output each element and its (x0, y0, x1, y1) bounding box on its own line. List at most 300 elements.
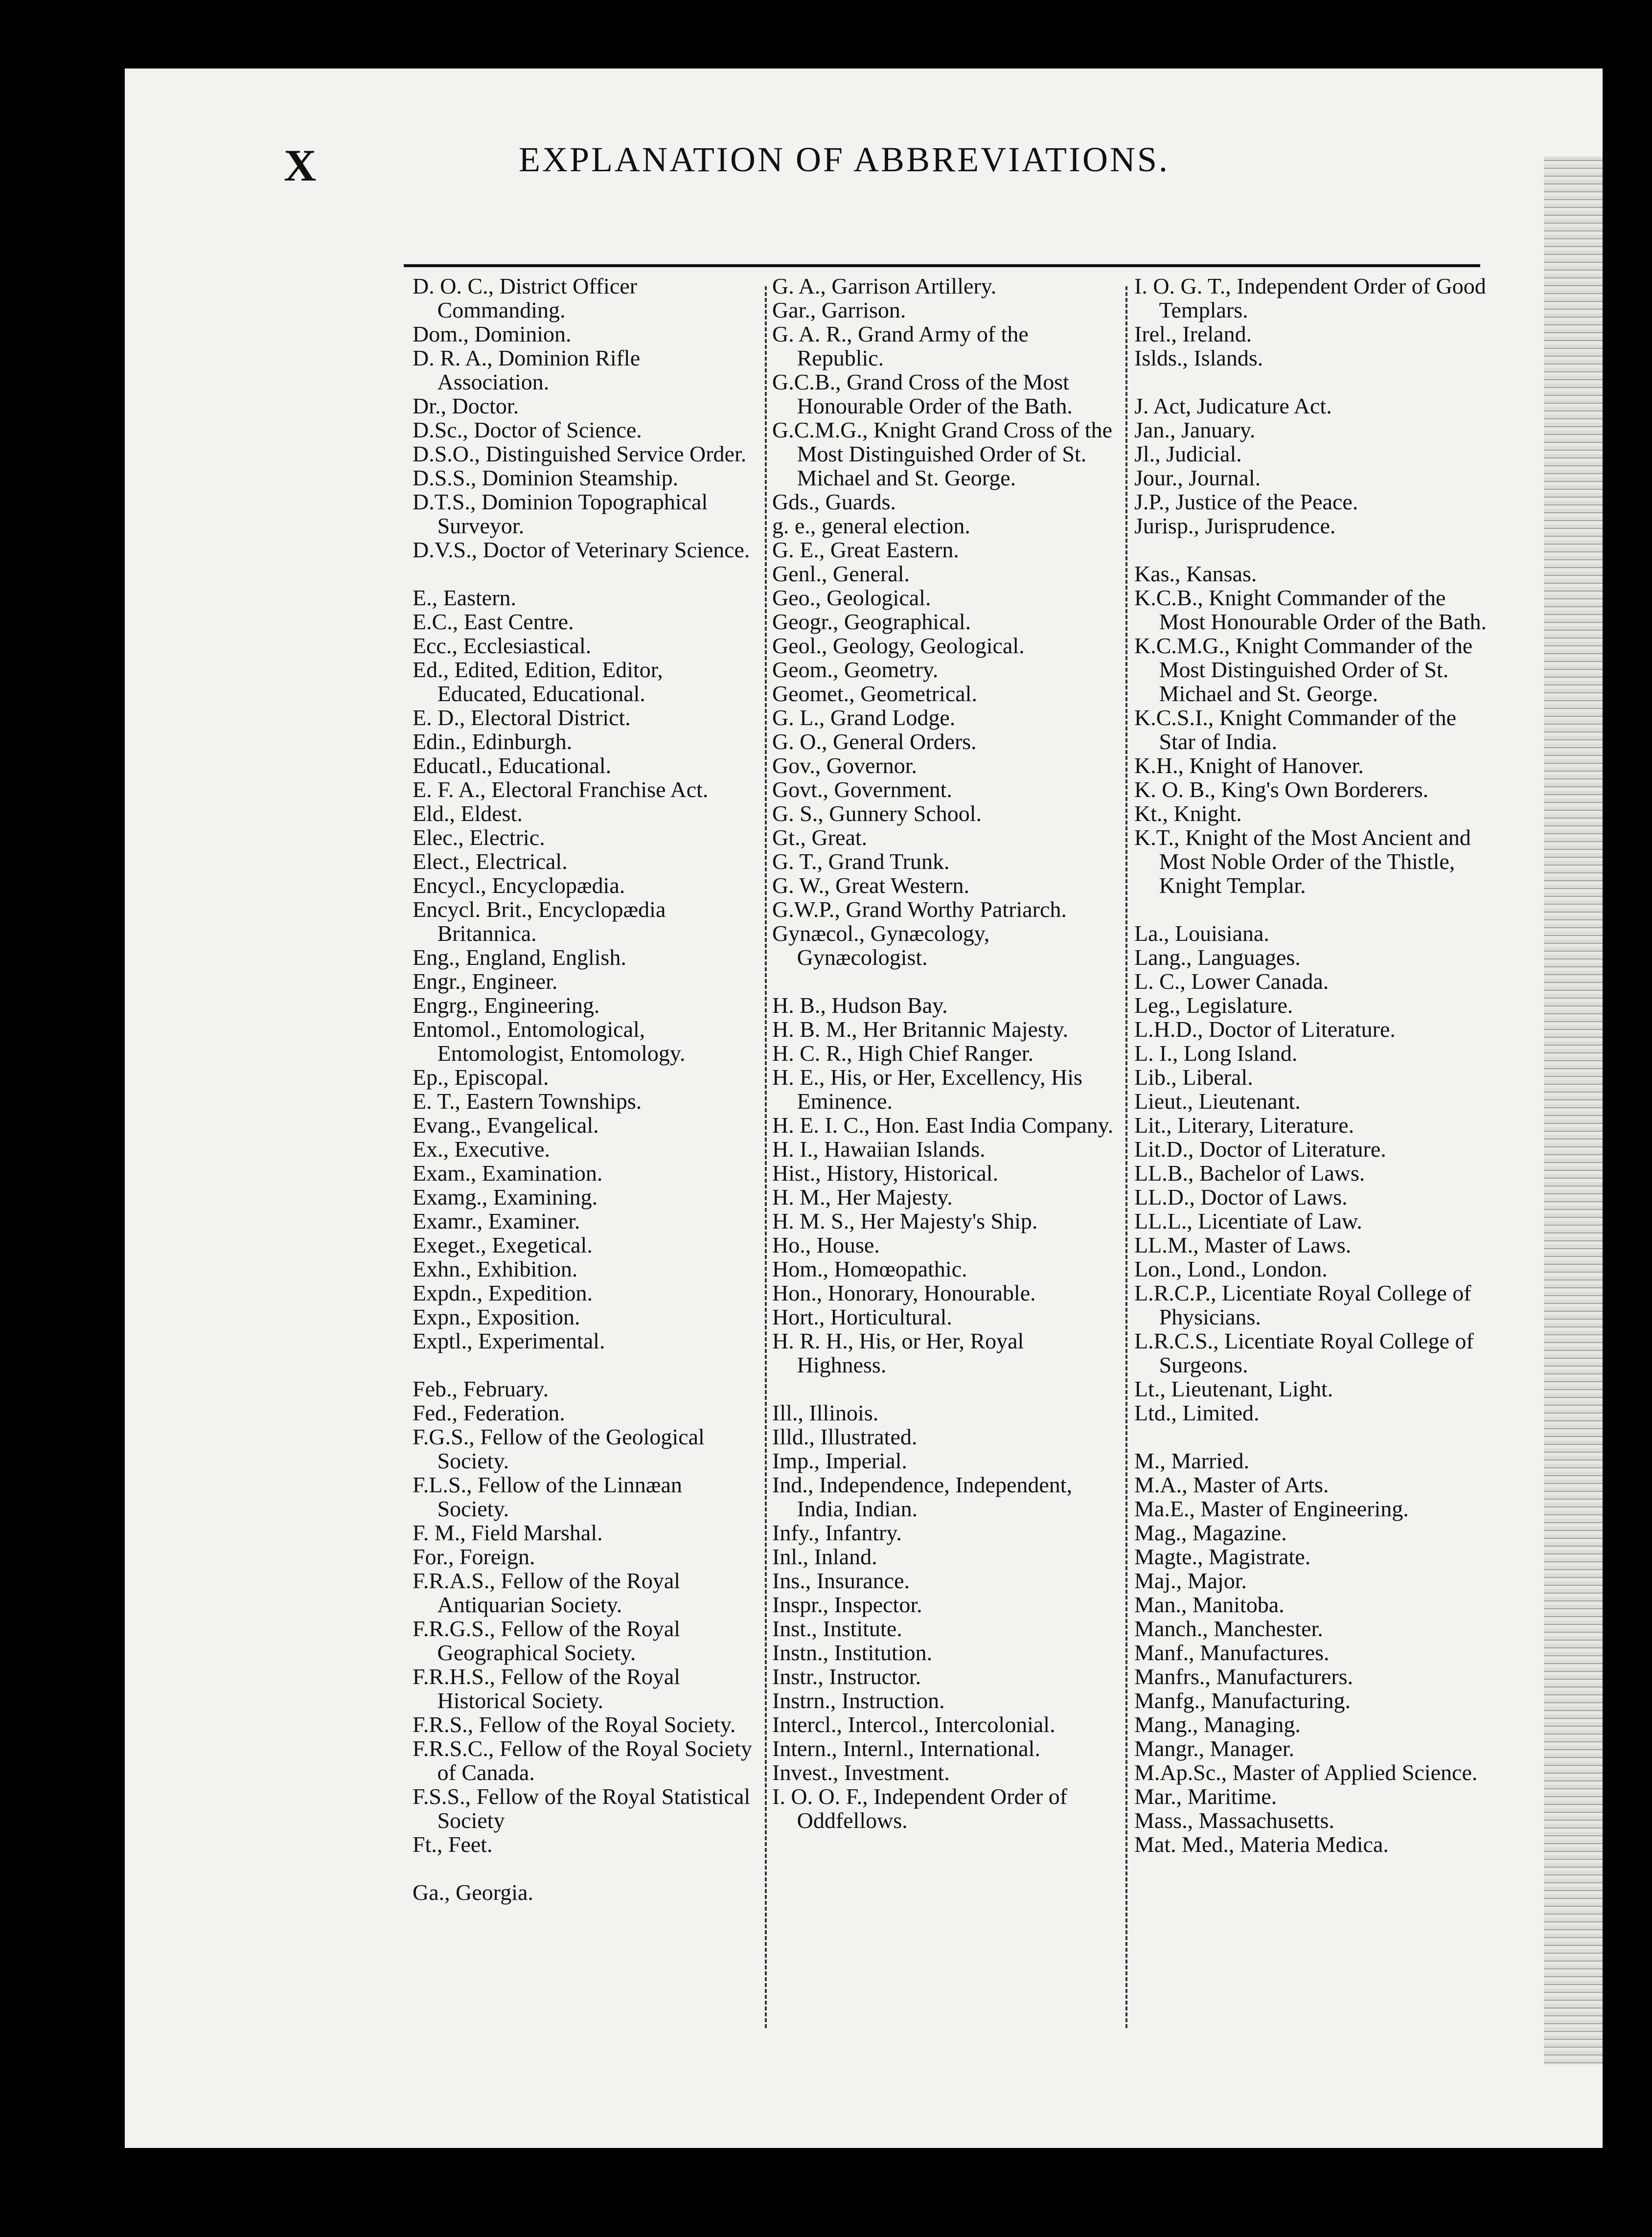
section-gap (1134, 538, 1487, 562)
abbreviation-entry (772, 1473, 1115, 1521)
abbreviation-text: D.S.O., Distinguished Service Order. (413, 441, 747, 466)
abbreviation-text: H. I., Hawaiian Islands. (772, 1137, 986, 1162)
abbreviation-entry (1134, 418, 1487, 442)
abbreviation-entry (772, 1617, 1115, 1641)
abbreviation-entry (772, 1401, 1115, 1425)
abbreviation-entry (1134, 1401, 1487, 1425)
abbreviation-text: Ft., Feet. (413, 1832, 493, 1857)
abbreviation-text: F.R.S.C., Fellow of the Royal Society of Canada. (413, 1736, 752, 1785)
page-title: EXPLANATION OF ABBREVIATIONS. (519, 140, 1170, 179)
abbreviation-entry (1134, 1257, 1487, 1281)
abbreviation-entry (413, 969, 755, 993)
abbreviation-text: Exam., Examination. (413, 1161, 603, 1186)
abbreviation-entry (772, 538, 1115, 562)
abbreviation-text: M., Married. (1134, 1448, 1250, 1473)
abbreviation-text: Engr., Engineer. (413, 969, 558, 994)
abbreviation-text: K.C.M.G., Knight Commander of the Most Distinguished Order of St. Michael and St. George. (1134, 633, 1473, 706)
abbreviation-text: Gds., Guards. (772, 489, 896, 514)
abbreviation-entry (1134, 1017, 1487, 1041)
abbreviation-text: Illd., Illustrated. (772, 1424, 918, 1449)
abbreviation-text: Hom., Homœopathic. (772, 1256, 967, 1281)
abbreviation-text: La., Louisiana. (1134, 921, 1269, 946)
abbreviation-text: Inl., Inland. (772, 1544, 877, 1569)
abbreviation-entry (772, 298, 1115, 322)
abbreviation-entry (413, 1257, 755, 1281)
abbreviation-text: K.H., Knight of Hanover. (1134, 753, 1364, 778)
abbreviation-entry (772, 1665, 1115, 1689)
abbreviation-text: Fed., Federation. (413, 1400, 565, 1425)
abbreviation-entry (1134, 969, 1487, 993)
abbreviation-entry (413, 586, 755, 610)
abbreviation-entry (1134, 514, 1487, 538)
abbreviation-entry (413, 1401, 755, 1425)
abbreviation-text: Mang., Managing. (1134, 1712, 1301, 1737)
abbreviation-entry (413, 1832, 755, 1856)
abbreviation-entry (1134, 1377, 1487, 1401)
abbreviation-entry (772, 1712, 1115, 1736)
abbreviation-entry (772, 514, 1115, 538)
abbreviation-text: H. B. M., Her Britannic Majesty. (772, 1017, 1069, 1042)
abbreviation-entry (413, 1617, 755, 1665)
abbreviation-text: Feb., February. (413, 1376, 549, 1401)
abbreviation-text: Mag., Magazine. (1134, 1520, 1287, 1545)
abbreviation-entry (413, 1521, 755, 1545)
abbreviation-entry (413, 1880, 755, 1904)
abbreviation-text: Govt., Government. (772, 777, 952, 802)
abbreviation-text: Jan., January. (1134, 417, 1256, 442)
abbreviation-text: G. A., Garrison Artillery. (772, 274, 997, 298)
abbreviation-text: J. Act, Judicature Act. (1134, 393, 1332, 418)
abbreviation-entry (1134, 1449, 1487, 1473)
abbreviation-text: Exptl., Experimental. (413, 1328, 605, 1353)
abbreviation-text: G. O., General Orders. (772, 729, 977, 754)
abbreviation-text: LL.B., Bachelor of Laws. (1134, 1161, 1365, 1186)
section-gap (1134, 897, 1487, 921)
abbreviation-entry (1134, 921, 1487, 945)
abbreviation-text: G.C.B., Grand Cross of the Most Honourable Order of the Bath. (772, 369, 1073, 418)
abbreviation-entry (413, 1089, 755, 1113)
abbreviation-text: Manch., Manchester. (1134, 1616, 1323, 1641)
abbreviation-entry (413, 801, 755, 825)
abbreviation-text: H. M. S., Her Majesty's Ship. (772, 1209, 1038, 1233)
abbreviation-entry (1134, 753, 1487, 777)
abbreviation-text: E.C., East Centre. (413, 609, 574, 634)
abbreviation-text: J.P., Justice of the Peace. (1134, 489, 1358, 514)
abbreviation-entry (1134, 346, 1487, 370)
abbreviation-entry (772, 1161, 1115, 1185)
abbreviation-text: D. R. A., Dominion Rifle Association. (413, 345, 641, 394)
abbreviation-entry (772, 730, 1115, 753)
section-gap (1134, 1425, 1487, 1449)
abbreviation-text: E., Eastern. (413, 585, 517, 610)
abbreviation-text: Gt., Great. (772, 825, 868, 850)
abbreviation-text: G. A. R., Grand Army of the Republic. (772, 321, 1029, 370)
abbreviation-entry (413, 1137, 755, 1161)
abbreviation-text: F.R.H.S., Fellow of the Royal Historical Society. (413, 1664, 681, 1713)
abbreviation-text: I. O. G. T., Independent Order of Good Templars. (1134, 274, 1486, 322)
abbreviation-text: M.Ap.Sc., Master of Applied Science. (1134, 1760, 1478, 1785)
abbreviation-text: Lit., Literary, Literature. (1134, 1113, 1354, 1138)
abbreviation-entry (772, 897, 1115, 921)
abbreviation-text: Ed., Edited, Edition, Editor, Educated, Educational. (413, 657, 663, 706)
abbreviation-entry (413, 346, 755, 394)
abbreviation-text: Lon., Lond., London. (1134, 1256, 1328, 1281)
abbreviation-entry (1134, 1760, 1487, 1784)
abbreviation-entry (1134, 490, 1487, 514)
abbreviation-text: F.R.S., Fellow of the Royal Society. (413, 1712, 736, 1737)
abbreviation-text: Elect., Electrical. (413, 849, 568, 874)
abbreviation-entry (772, 1329, 1115, 1377)
abbreviation-text: M.A., Master of Arts. (1134, 1472, 1329, 1497)
abbreviation-text: D.V.S., Doctor of Veterinary Science. (413, 537, 750, 562)
abbreviation-entry (1134, 322, 1487, 346)
abbreviation-entry (772, 801, 1115, 825)
abbreviation-text: D.T.S., Dominion Topographical Surveyor. (413, 489, 708, 538)
abbreviation-text: Imp., Imperial. (772, 1448, 907, 1473)
abbreviation-text: LL.D., Doctor of Laws. (1134, 1185, 1348, 1210)
abbreviation-text: E. F. A., Electoral Franchise Act. (413, 777, 709, 802)
abbreviation-entry (1134, 1497, 1487, 1521)
abbreviation-entry (1134, 394, 1487, 418)
abbreviation-entry (772, 993, 1115, 1017)
abbreviation-text: Geomet., Geometrical. (772, 681, 977, 706)
abbreviation-text: Ind., Independence, Independent, India, Indian. (772, 1472, 1073, 1521)
section-gap (413, 1856, 755, 1880)
abbreviation-entry (772, 1113, 1115, 1137)
abbreviation-entry (413, 1736, 755, 1784)
abbreviation-text: Magte., Magistrate. (1134, 1544, 1311, 1569)
abbreviation-text: Jour., Journal. (1134, 465, 1261, 490)
abbreviation-entry (1134, 1473, 1487, 1497)
abbreviation-text: Lt., Lieutenant, Light. (1134, 1376, 1333, 1401)
abbreviation-entry (1134, 825, 1487, 897)
abbreviation-text: Entomol., Entomological, Entomologist, Entomology. (413, 1017, 686, 1066)
abbreviation-text: H. M., Her Majesty. (772, 1185, 953, 1210)
abbreviation-entry (1134, 1784, 1487, 1808)
abbreviation-text: Kt., Knight. (1134, 801, 1242, 826)
abbreviation-entry (772, 274, 1115, 298)
abbreviation-entry (1134, 274, 1487, 322)
abbreviation-text: F.G.S., Fellow of the Geological Society. (413, 1424, 705, 1473)
page-header (284, 139, 1287, 203)
abbreviation-text: Ma.E., Master of Engineering. (1134, 1496, 1409, 1521)
abbreviation-text: G.W.P., Grand Worthy Patriarch. (772, 897, 1067, 922)
abbreviation-text: LL.M., Master of Laws. (1134, 1233, 1352, 1257)
abbreviation-entry (1134, 706, 1487, 753)
abbreviation-entry (1134, 1736, 1487, 1760)
abbreviation-text: G. E., Great Eastern. (772, 537, 959, 562)
abbreviation-text: Encycl., Encyclopædia. (413, 873, 625, 898)
abbreviation-text: L.R.C.P., Licentiate Royal College of Physicians. (1134, 1280, 1471, 1329)
abbreviation-entry (413, 1281, 755, 1305)
abbreviation-entry (413, 730, 755, 753)
abbreviation-entry (413, 418, 755, 442)
abbreviation-text: Instrn., Instruction. (772, 1688, 945, 1713)
abbreviation-entry (413, 897, 755, 945)
abbreviation-entry (413, 1065, 755, 1089)
column-divider (765, 286, 767, 2028)
abbreviation-text: Leg., Legislature. (1134, 993, 1293, 1018)
abbreviation-entry (1134, 1281, 1487, 1329)
abbreviation-text: Mat. Med., Materia Medica. (1134, 1832, 1389, 1857)
abbreviation-entry (772, 1593, 1115, 1617)
abbreviation-text: Man., Manitoba. (1134, 1592, 1285, 1617)
abbreviation-entry (772, 1065, 1115, 1113)
abbreviation-text: L.H.D., Doctor of Literature. (1134, 1017, 1396, 1042)
abbreviation-text: Expdn., Expedition. (413, 1280, 593, 1305)
abbreviation-entry (772, 1305, 1115, 1329)
abbreviation-entry (413, 1545, 755, 1569)
abbreviation-text: D.Sc., Doctor of Science. (413, 417, 642, 442)
abbreviation-text: Dom., Dominion. (413, 321, 572, 346)
header-rule (404, 264, 1480, 267)
abbreviation-text: H. C. R., High Chief Ranger. (772, 1041, 1034, 1066)
section-gap (413, 562, 755, 586)
section-gap (772, 1377, 1115, 1401)
abbreviation-entry (772, 322, 1115, 370)
abbreviation-text: Ep., Episcopal. (413, 1065, 549, 1090)
abbreviation-text: Intern., Internl., International. (772, 1736, 1040, 1761)
abbreviation-entry (772, 562, 1115, 586)
abbreviation-entry (1134, 993, 1487, 1017)
abbreviation-entry (413, 1425, 755, 1473)
abbreviation-entry (1134, 1161, 1487, 1185)
abbreviation-entry (772, 1784, 1115, 1832)
abbreviation-text: Intercl., Intercol., Intercolonial. (772, 1712, 1055, 1737)
abbreviation-entry (772, 658, 1115, 682)
abbreviation-text: G. S., Gunnery School. (772, 801, 982, 826)
abbreviation-text: Kas., Kansas. (1134, 561, 1257, 586)
abbreviation-text: Islds., Islands. (1134, 345, 1263, 370)
abbreviation-text: Evang., Evangelical. (413, 1113, 599, 1138)
abbreviation-entry (413, 1233, 755, 1257)
abbreviation-text: Exhn., Exhibition. (413, 1256, 578, 1281)
abbreviation-entry (772, 873, 1115, 897)
abbreviation-entry (1134, 1089, 1487, 1113)
abbreviation-entry (1134, 801, 1487, 825)
section-gap (772, 969, 1115, 993)
abbreviation-entry (772, 1137, 1115, 1161)
abbreviation-entry (1134, 1185, 1487, 1209)
abbreviation-entry (772, 586, 1115, 610)
abbreviation-text: L. C., Lower Canada. (1134, 969, 1329, 994)
abbreviation-text: Lang., Languages. (1134, 945, 1301, 970)
abbreviation-text: Manf., Manufactures. (1134, 1640, 1330, 1665)
abbreviation-entry (1134, 634, 1487, 706)
abbreviation-text: Instr., Instructor. (772, 1664, 921, 1689)
abbreviation-text: Hist., History, Historical. (772, 1161, 999, 1186)
abbreviation-text: Geom., Geometry. (772, 657, 939, 682)
abbreviation-entry (413, 274, 755, 322)
abbreviation-text: Exeget., Exegetical. (413, 1233, 593, 1257)
abbreviation-entry (413, 466, 755, 490)
abbreviation-text: G.C.M.G., Knight Grand Cross of the Most Distinguished Order of St. Michael and St. George. (772, 417, 1113, 490)
section-gap (1134, 370, 1487, 394)
abbreviation-entry (1134, 1832, 1487, 1856)
abbreviation-text: L.R.C.S., Licentiate Royal College of Surgeons. (1134, 1328, 1474, 1377)
abbreviation-column-3 (1134, 274, 1487, 1856)
abbreviation-column-1 (413, 274, 755, 1904)
abbreviation-text: g. e., general election. (772, 513, 970, 538)
abbreviation-text: Dr., Doctor. (413, 393, 519, 418)
abbreviation-text: K.C.B., Knight Commander of the Most Honourable Order of the Bath. (1134, 585, 1487, 634)
abbreviation-entry (772, 1233, 1115, 1257)
abbreviation-text: Elec., Electric. (413, 825, 545, 850)
abbreviation-entry (413, 825, 755, 849)
abbreviation-entry (413, 1185, 755, 1209)
abbreviation-entry (1134, 945, 1487, 969)
abbreviation-text: F.R.A.S., Fellow of the Royal Antiquarian Society. (413, 1568, 681, 1617)
abbreviation-text: H. E., His, or Her, Excellency, His Eminence. (772, 1065, 1082, 1114)
abbreviation-entry (772, 1545, 1115, 1569)
abbreviation-entry (1134, 1593, 1487, 1617)
abbreviation-entry (413, 1377, 755, 1401)
abbreviation-entry (413, 658, 755, 706)
abbreviation-entry (413, 873, 755, 897)
abbreviation-entry (1134, 1617, 1487, 1641)
abbreviation-entry (413, 993, 755, 1017)
abbreviation-entry (772, 1017, 1115, 1041)
abbreviation-entry (772, 1641, 1115, 1665)
abbreviation-entry (772, 849, 1115, 873)
abbreviation-text: Examg., Examining. (413, 1185, 598, 1210)
abbreviation-text: Gynæcol., Gynæcology, Gynæcologist. (772, 921, 990, 970)
abbreviation-entry (1134, 1209, 1487, 1233)
abbreviation-entry (772, 610, 1115, 634)
abbreviation-entry (1134, 562, 1487, 586)
abbreviation-entry (772, 1521, 1115, 1545)
abbreviation-entry (772, 490, 1115, 514)
abbreviation-entry (1134, 1808, 1487, 1832)
abbreviation-entry (772, 1449, 1115, 1473)
abbreviation-entry (413, 1665, 755, 1712)
abbreviation-text: K.C.S.I., Knight Commander of the Star of India. (1134, 705, 1456, 754)
abbreviation-text: F.L.S., Fellow of the Linnæan Society. (413, 1472, 682, 1521)
abbreviation-text: G. W., Great Western. (772, 873, 969, 898)
abbreviation-text: Examr., Examiner. (413, 1209, 580, 1233)
abbreviation-text: Eld., Eldest. (413, 801, 523, 826)
abbreviation-text: F.S.S., Fellow of the Royal Statistical Society (413, 1784, 751, 1833)
abbreviation-entry (1134, 1545, 1487, 1569)
abbreviation-entry (772, 634, 1115, 658)
abbreviation-entry (772, 1257, 1115, 1281)
abbreviation-text: Geo., Geological. (772, 585, 931, 610)
abbreviation-text: Genl., General. (772, 561, 910, 586)
abbreviation-text: H. R. H., His, or Her, Royal Highness. (772, 1328, 1024, 1377)
abbreviation-text: I. O. O. F., Independent Order of Oddfellows. (772, 1784, 1068, 1833)
abbreviation-entry (413, 442, 755, 466)
abbreviation-entry (413, 1161, 755, 1185)
abbreviation-text: L. I., Long Island. (1134, 1041, 1298, 1066)
abbreviation-text: Manfg., Manufacturing. (1134, 1688, 1351, 1713)
abbreviation-entry (1134, 1641, 1487, 1665)
abbreviation-entry (413, 538, 755, 562)
abbreviation-text: Geogr., Geographical. (772, 609, 971, 634)
abbreviation-entry (413, 706, 755, 730)
abbreviation-entry (1134, 586, 1487, 634)
abbreviation-entry (1134, 1065, 1487, 1089)
abbreviation-entry (1134, 442, 1487, 466)
abbreviation-text: LL.L., Licentiate of Law. (1134, 1209, 1362, 1233)
abbreviation-entry (413, 1784, 755, 1832)
abbreviation-entry (413, 1209, 755, 1233)
abbreviation-text: Irel., Ireland. (1134, 321, 1252, 346)
abbreviation-entry (413, 1712, 755, 1736)
abbreviation-text: Educatl., Educational. (413, 753, 612, 778)
abbreviation-text: Ltd., Limited. (1134, 1400, 1260, 1425)
abbreviation-text: Mar., Maritime. (1134, 1784, 1277, 1809)
abbreviation-entry (413, 610, 755, 634)
abbreviation-entry (413, 394, 755, 418)
abbreviation-text: H. B., Hudson Bay. (772, 993, 948, 1018)
abbreviation-text: E. T., Eastern Townships. (413, 1089, 642, 1114)
abbreviation-text: G. T., Grand Trunk. (772, 849, 950, 874)
abbreviation-text: Ho., House. (772, 1233, 880, 1257)
abbreviation-text: K. O. B., King's Own Borderers. (1134, 777, 1429, 802)
abbreviation-text: Gar., Garrison. (772, 297, 906, 322)
abbreviation-entry (772, 418, 1115, 490)
abbreviation-entry (772, 1041, 1115, 1065)
abbreviation-text: Instn., Institution. (772, 1640, 933, 1665)
abbreviation-text: Jl., Judicial. (1134, 441, 1242, 466)
abbreviation-entry (413, 1305, 755, 1329)
abbreviation-text: Ga., Georgia. (413, 1880, 533, 1905)
abbreviation-text: Invest., Investment. (772, 1760, 950, 1785)
abbreviation-text: Gov., Governor. (772, 753, 917, 778)
abbreviation-text: D.S.S., Dominion Steamship. (413, 465, 679, 490)
page-number: X (284, 140, 317, 190)
abbreviation-text: Engrg., Engineering. (413, 993, 600, 1018)
abbreviation-entry (1134, 1569, 1487, 1593)
abbreviation-column-2 (772, 274, 1115, 1832)
abbreviation-entry (413, 777, 755, 801)
abbreviation-entry (772, 1209, 1115, 1233)
abbreviation-text: F. M., Field Marshal. (413, 1520, 603, 1545)
abbreviation-text: G. L., Grand Lodge. (772, 705, 956, 730)
abbreviation-text: Maj., Major. (1134, 1568, 1247, 1593)
column-divider (1125, 286, 1127, 2028)
abbreviation-text: Hon., Honorary, Honourable. (772, 1280, 1036, 1305)
abbreviation-text: Infy., Infantry. (772, 1520, 902, 1545)
abbreviation-text: Ill., Illinois. (772, 1400, 879, 1425)
abbreviation-text: Lieut., Lieutenant. (1134, 1089, 1301, 1114)
abbreviation-entry (772, 370, 1115, 418)
abbreviation-text: Eng., England, English. (413, 945, 626, 970)
abbreviation-entry (772, 706, 1115, 730)
abbreviation-text: Edin., Edinburgh. (413, 729, 573, 754)
abbreviation-text: Inst., Institute. (772, 1616, 902, 1641)
abbreviation-entry (413, 634, 755, 658)
abbreviation-entry (772, 1185, 1115, 1209)
abbreviation-text: For., Foreign. (413, 1544, 535, 1569)
abbreviation-text: Encycl. Brit., Encyclopædia Britannica. (413, 897, 666, 946)
abbreviation-text: Ins., Insurance. (772, 1568, 910, 1593)
abbreviation-text: Ex., Executive. (413, 1137, 551, 1162)
abbreviation-entry (772, 825, 1115, 849)
abbreviation-text: Lib., Liberal. (1134, 1065, 1253, 1090)
abbreviation-entry (1134, 1329, 1487, 1377)
abbreviation-entry (1134, 1665, 1487, 1689)
page-edge (1544, 157, 1603, 2065)
abbreviation-entry (772, 1569, 1115, 1593)
abbreviation-entry (772, 1425, 1115, 1449)
abbreviation-entry (772, 1760, 1115, 1784)
abbreviation-entry (1134, 1137, 1487, 1161)
abbreviation-entry (772, 682, 1115, 706)
abbreviation-entry (413, 753, 755, 777)
abbreviation-entry (1134, 1712, 1487, 1736)
abbreviation-text: H. E. I. C., Hon. East India Company. (772, 1113, 1114, 1138)
